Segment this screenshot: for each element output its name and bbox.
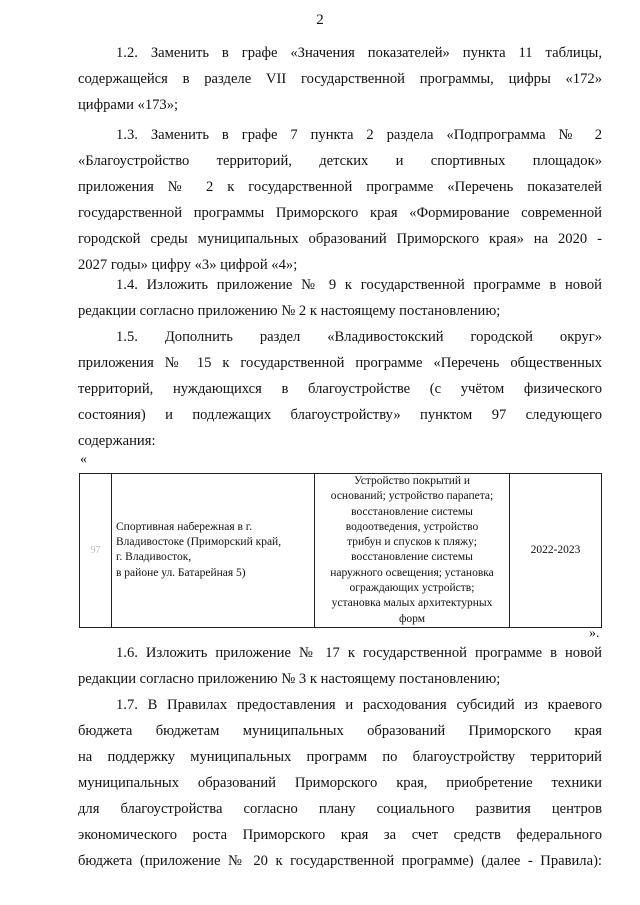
text-line: на поддержку муниципальных программ по благоустройству территорий [78,749,602,765]
text-line: экономического роста Приморского края за счет средств федерального [78,827,602,843]
paragraph-1-6 [78,640,602,692]
cell-line: форм [398,612,426,625]
territory-name-cell [112,474,315,628]
text-line: 1.5. Дополнить раздел «Владивостокский городской округ» [116,329,602,345]
table-row [80,474,602,628]
period-cell: 2022-2023 [510,474,602,628]
text-line: 1.2. Заменить в графе «Значения показателей» пункта 11 таблицы, [116,45,602,61]
text-line: содержащейся в разделе VII государственной программы, цифры «172» [78,71,602,87]
row-number-cell: 97 [80,474,112,628]
text-line: редакции согласно приложению № 3 к настоящему постановлению; [78,671,501,687]
text-line: территорий, нуждающихся в благоустройстве (с учётом физического [78,381,602,397]
cell-line: ограждающих устройств; [349,582,475,595]
paragraph-1-2 [78,40,602,118]
text-line: для благоустройства согласно плану социального развития центров [78,801,602,817]
cell-line: в районе ул. Батарейная 5) [116,566,246,579]
paragraph-1-5 [78,324,602,454]
cell-line: оснований; устройство парапета; [330,490,494,503]
cell-line: наружного освещения; установка [330,566,494,579]
cell-line: Устройство покрытий и [353,475,471,487]
text-line: государственной программы Приморского края «Формирование современной [78,205,602,221]
cell-line: г. Владивосток, [116,551,192,564]
opening-quote: « [80,452,87,467]
cell-line: установка малых архитектурных [331,597,493,610]
text-line: цифрами «173»; [78,97,179,113]
text-line: 1.4. Изложить приложение № 9 к государственной программе в новой [116,277,602,293]
text-line: муниципальных образований Приморского края, приобретение техники [78,775,602,791]
paragraph-1-4 [78,272,602,324]
works-cell [315,474,510,628]
paragraph-1-7 [78,692,602,874]
text-line: приложения № 15 к государственной программе «Перечень общественных [78,355,602,371]
text-line: приложения № 2 к государственной программе «Перечень показателей [78,179,602,195]
inserted-table [79,473,602,628]
text-line: редакции согласно приложению № 2 к настоящему постановлению; [78,303,501,319]
cell-line: восстановление системы [351,505,473,518]
text-line: 1.6. Изложить приложение № 17 к государственной программе в новой [116,645,602,661]
cell-line: восстановление системы [351,551,473,564]
text-line: 2027 годы» цифру «3» цифрой «4»; [78,257,298,273]
text-line: бюджета (приложение № 20 к государственной программе) (далее - Правила): [78,853,602,869]
closing-quote: ». [589,626,600,641]
cell-line: трибун и спусков к пляжу; [347,536,477,549]
text-line: состояния) и подлежащих благоустройству» пунктом 97 следующего [78,407,602,423]
text-line: содержания: [78,433,156,449]
text-line: городской среды муниципальных образований Приморского края» на 2020 - [78,231,602,247]
text-line: бюджета бюджетам муниципальных образований Приморского края [78,723,602,739]
paragraph-1-3 [78,122,602,278]
page-number: 2 [316,12,324,28]
cell-line: водоотведения, устройство [345,520,479,533]
cell-line: Спортивная набережная в г. [116,520,253,533]
cell-line: Владивостоке (Приморский край, [116,536,282,549]
text-line: 1.3. Заменить в графе 7 пункта 2 раздела «Подпрограмма № 2 [116,127,602,143]
text-line: «Благоустройство территорий, детских и спортивных площадок» [78,153,602,169]
text-line: 1.7. В Правилах предоставления и расходования субсидий из краевого [116,697,602,713]
